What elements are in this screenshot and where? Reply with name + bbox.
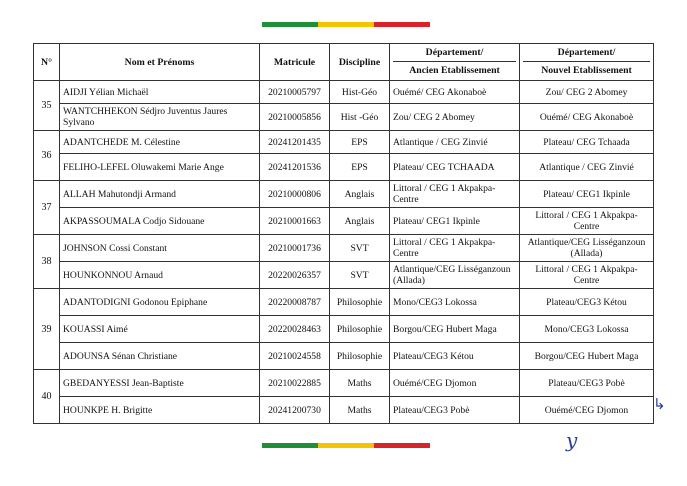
flag-stripe-bottom <box>262 443 430 448</box>
name-cell: FELIHO-LEFEL Oluwakemi Marie Ange <box>60 154 260 181</box>
old-establishment-cell: Littoral / CEG 1 Akpakpa-Centre <box>390 235 520 262</box>
table-row <box>34 370 654 397</box>
discipline-cell: Anglais <box>330 181 390 208</box>
table-row <box>34 235 654 262</box>
group-number: 36 <box>34 131 60 181</box>
new-establishment-cell: Plateau/ CEG Tchaada <box>520 131 654 154</box>
matricule-cell: 20210024558 <box>260 343 330 370</box>
matricule-cell: 20210001736 <box>260 235 330 262</box>
group-number: 35 <box>34 81 60 131</box>
old-establishment-cell: Zou/ CEG 2 Abomey <box>390 104 520 131</box>
flag-yellow <box>318 22 374 27</box>
discipline-cell: Philosophie <box>330 289 390 316</box>
discipline-cell: Philosophie <box>330 343 390 370</box>
flag-green <box>262 22 318 27</box>
old-establishment-cell: Ouémé/CEG Djomon <box>390 370 520 397</box>
matricule-cell: 20220028463 <box>260 316 330 343</box>
matricule-cell: 20210005856 <box>260 104 330 131</box>
new-establishment-cell: Plateau/CEG3 Pobè <box>520 370 654 397</box>
old-establishment-cell: Atlantique/CEG Lisséganzoun (Allada) <box>390 262 520 289</box>
matricule-cell: 20210000806 <box>260 181 330 208</box>
group-number: 39 <box>34 289 60 370</box>
group-number: 38 <box>34 235 60 289</box>
matricule-cell: 20241200730 <box>260 397 330 424</box>
new-establishment-cell: Atlantique / CEG Zinvié <box>520 154 654 181</box>
name-cell: ADANTCHEDE M. Célestine <box>60 131 260 154</box>
new-establishment-cell: Atlantique/CEG Lisséganzoun (Allada) <box>520 235 654 262</box>
group-number: 37 <box>34 181 60 235</box>
old-establishment-cell: Plateau/CEG3 Pobè <box>390 397 520 424</box>
old-establishment-cell: Borgou/CEG Hubert Maga <box>390 316 520 343</box>
old-establishment-cell: Plateau/ CEG1 Ikpinle <box>390 208 520 235</box>
name-cell: HOUNKPE H. Brigitte <box>60 397 260 424</box>
discipline-cell: Philosophie <box>330 316 390 343</box>
old-establishment-cell: Atlantique / CEG Zinvié <box>390 131 520 154</box>
header-num: N° <box>34 44 60 81</box>
new-establishment-cell: Mono/CEG3 Lokossa <box>520 316 654 343</box>
name-cell: ADANTODIGNI Godonou Epiphane <box>60 289 260 316</box>
header-new-department <box>520 44 654 81</box>
matricule-cell: 20241201536 <box>260 154 330 181</box>
matricule-cell: 20220008787 <box>260 289 330 316</box>
new-establishment-cell: Plateau/ CEG1 Ikpinle <box>520 181 654 208</box>
flag-green <box>262 443 318 448</box>
discipline-cell: Hist -Géo <box>330 104 390 131</box>
name-cell: HOUNKONNOU Arnaud <box>60 262 260 289</box>
name-cell: AIDJI Yélian Michaël <box>60 81 260 104</box>
name-cell: AKPASSOUMALA Codjo Sidouane <box>60 208 260 235</box>
header-name: Nom et Prénoms <box>60 44 260 81</box>
name-cell: ADOUNSA Sénan Christiane <box>60 343 260 370</box>
table-row <box>34 181 654 208</box>
table-row <box>34 289 654 316</box>
matricule-cell: 20241201435 <box>260 131 330 154</box>
flag-red <box>374 443 430 448</box>
discipline-cell: EPS <box>330 154 390 181</box>
old-establishment-cell: Ouémé/ CEG Akonaboè <box>390 81 520 104</box>
name-cell: ALLAH Mahutondji Armand <box>60 181 260 208</box>
table-row <box>34 316 654 343</box>
new-establishment-cell: Littoral / CEG 1 Akpakpa-Centre <box>520 262 654 289</box>
header-row <box>34 44 654 81</box>
old-establishment-cell: Mono/CEG3 Lokossa <box>390 289 520 316</box>
new-establishment-cell: Ouémé/ CEG Akonaboè <box>520 104 654 131</box>
header-matricule: Matricule <box>260 44 330 81</box>
name-cell: JOHNSON Cossi Constant <box>60 235 260 262</box>
handwritten-mark: ↳ <box>653 395 666 413</box>
matricule-cell: 20210022885 <box>260 370 330 397</box>
table-row <box>34 131 654 154</box>
table-row <box>34 104 654 131</box>
old-establishment-cell: Plateau/CEG3 Kétou <box>390 343 520 370</box>
header-old-department <box>390 44 520 81</box>
new-establishment-cell: Borgou/CEG Hubert Maga <box>520 343 654 370</box>
table-row <box>34 343 654 370</box>
header-old-line2: Ancien Etablissement <box>409 65 500 76</box>
header-new-line2: Nouvel Etablissement <box>541 65 632 76</box>
header-old-line1: Département/ <box>393 45 516 62</box>
table-row <box>34 154 654 181</box>
name-cell: WANTCHHEKON Sédjro Juventus Jaures Sylvano <box>60 104 260 131</box>
table-row <box>34 81 654 104</box>
table-row <box>34 262 654 289</box>
group-number: 40 <box>34 370 60 424</box>
discipline-cell: Anglais <box>330 208 390 235</box>
discipline-cell: SVT <box>330 235 390 262</box>
name-cell: KOUASSI Aimé <box>60 316 260 343</box>
discipline-cell: EPS <box>330 131 390 154</box>
header-discipline: Discipline <box>330 44 390 81</box>
matricule-cell: 20220026357 <box>260 262 330 289</box>
old-establishment-cell: Plateau/ CEG TCHAADA <box>390 154 520 181</box>
matricule-cell: 20210005797 <box>260 81 330 104</box>
table-row <box>34 208 654 235</box>
flag-stripe-top <box>262 22 430 27</box>
table-row <box>34 397 654 424</box>
header-new-line1: Département/ <box>523 45 650 62</box>
name-cell: GBEDANYESSI Jean-Baptiste <box>60 370 260 397</box>
discipline-cell: Maths <box>330 370 390 397</box>
new-establishment-cell: Ouémé/CEG Djomon <box>520 397 654 424</box>
discipline-cell: Maths <box>330 397 390 424</box>
matricule-cell: 20210001663 <box>260 208 330 235</box>
new-establishment-cell: Plateau/CEG3 Kétou <box>520 289 654 316</box>
transfer-table <box>33 43 654 424</box>
old-establishment-cell: Littoral / CEG 1 Akpakpa-Centre <box>390 181 520 208</box>
new-establishment-cell: Zou/ CEG 2 Abomey <box>520 81 654 104</box>
discipline-cell: SVT <box>330 262 390 289</box>
flag-yellow <box>318 443 374 448</box>
flag-red <box>374 22 430 27</box>
discipline-cell: Hist-Géo <box>330 81 390 104</box>
handwritten-initial: y <box>566 428 578 452</box>
new-establishment-cell: Littoral / CEG 1 Akpakpa-Centre <box>520 208 654 235</box>
